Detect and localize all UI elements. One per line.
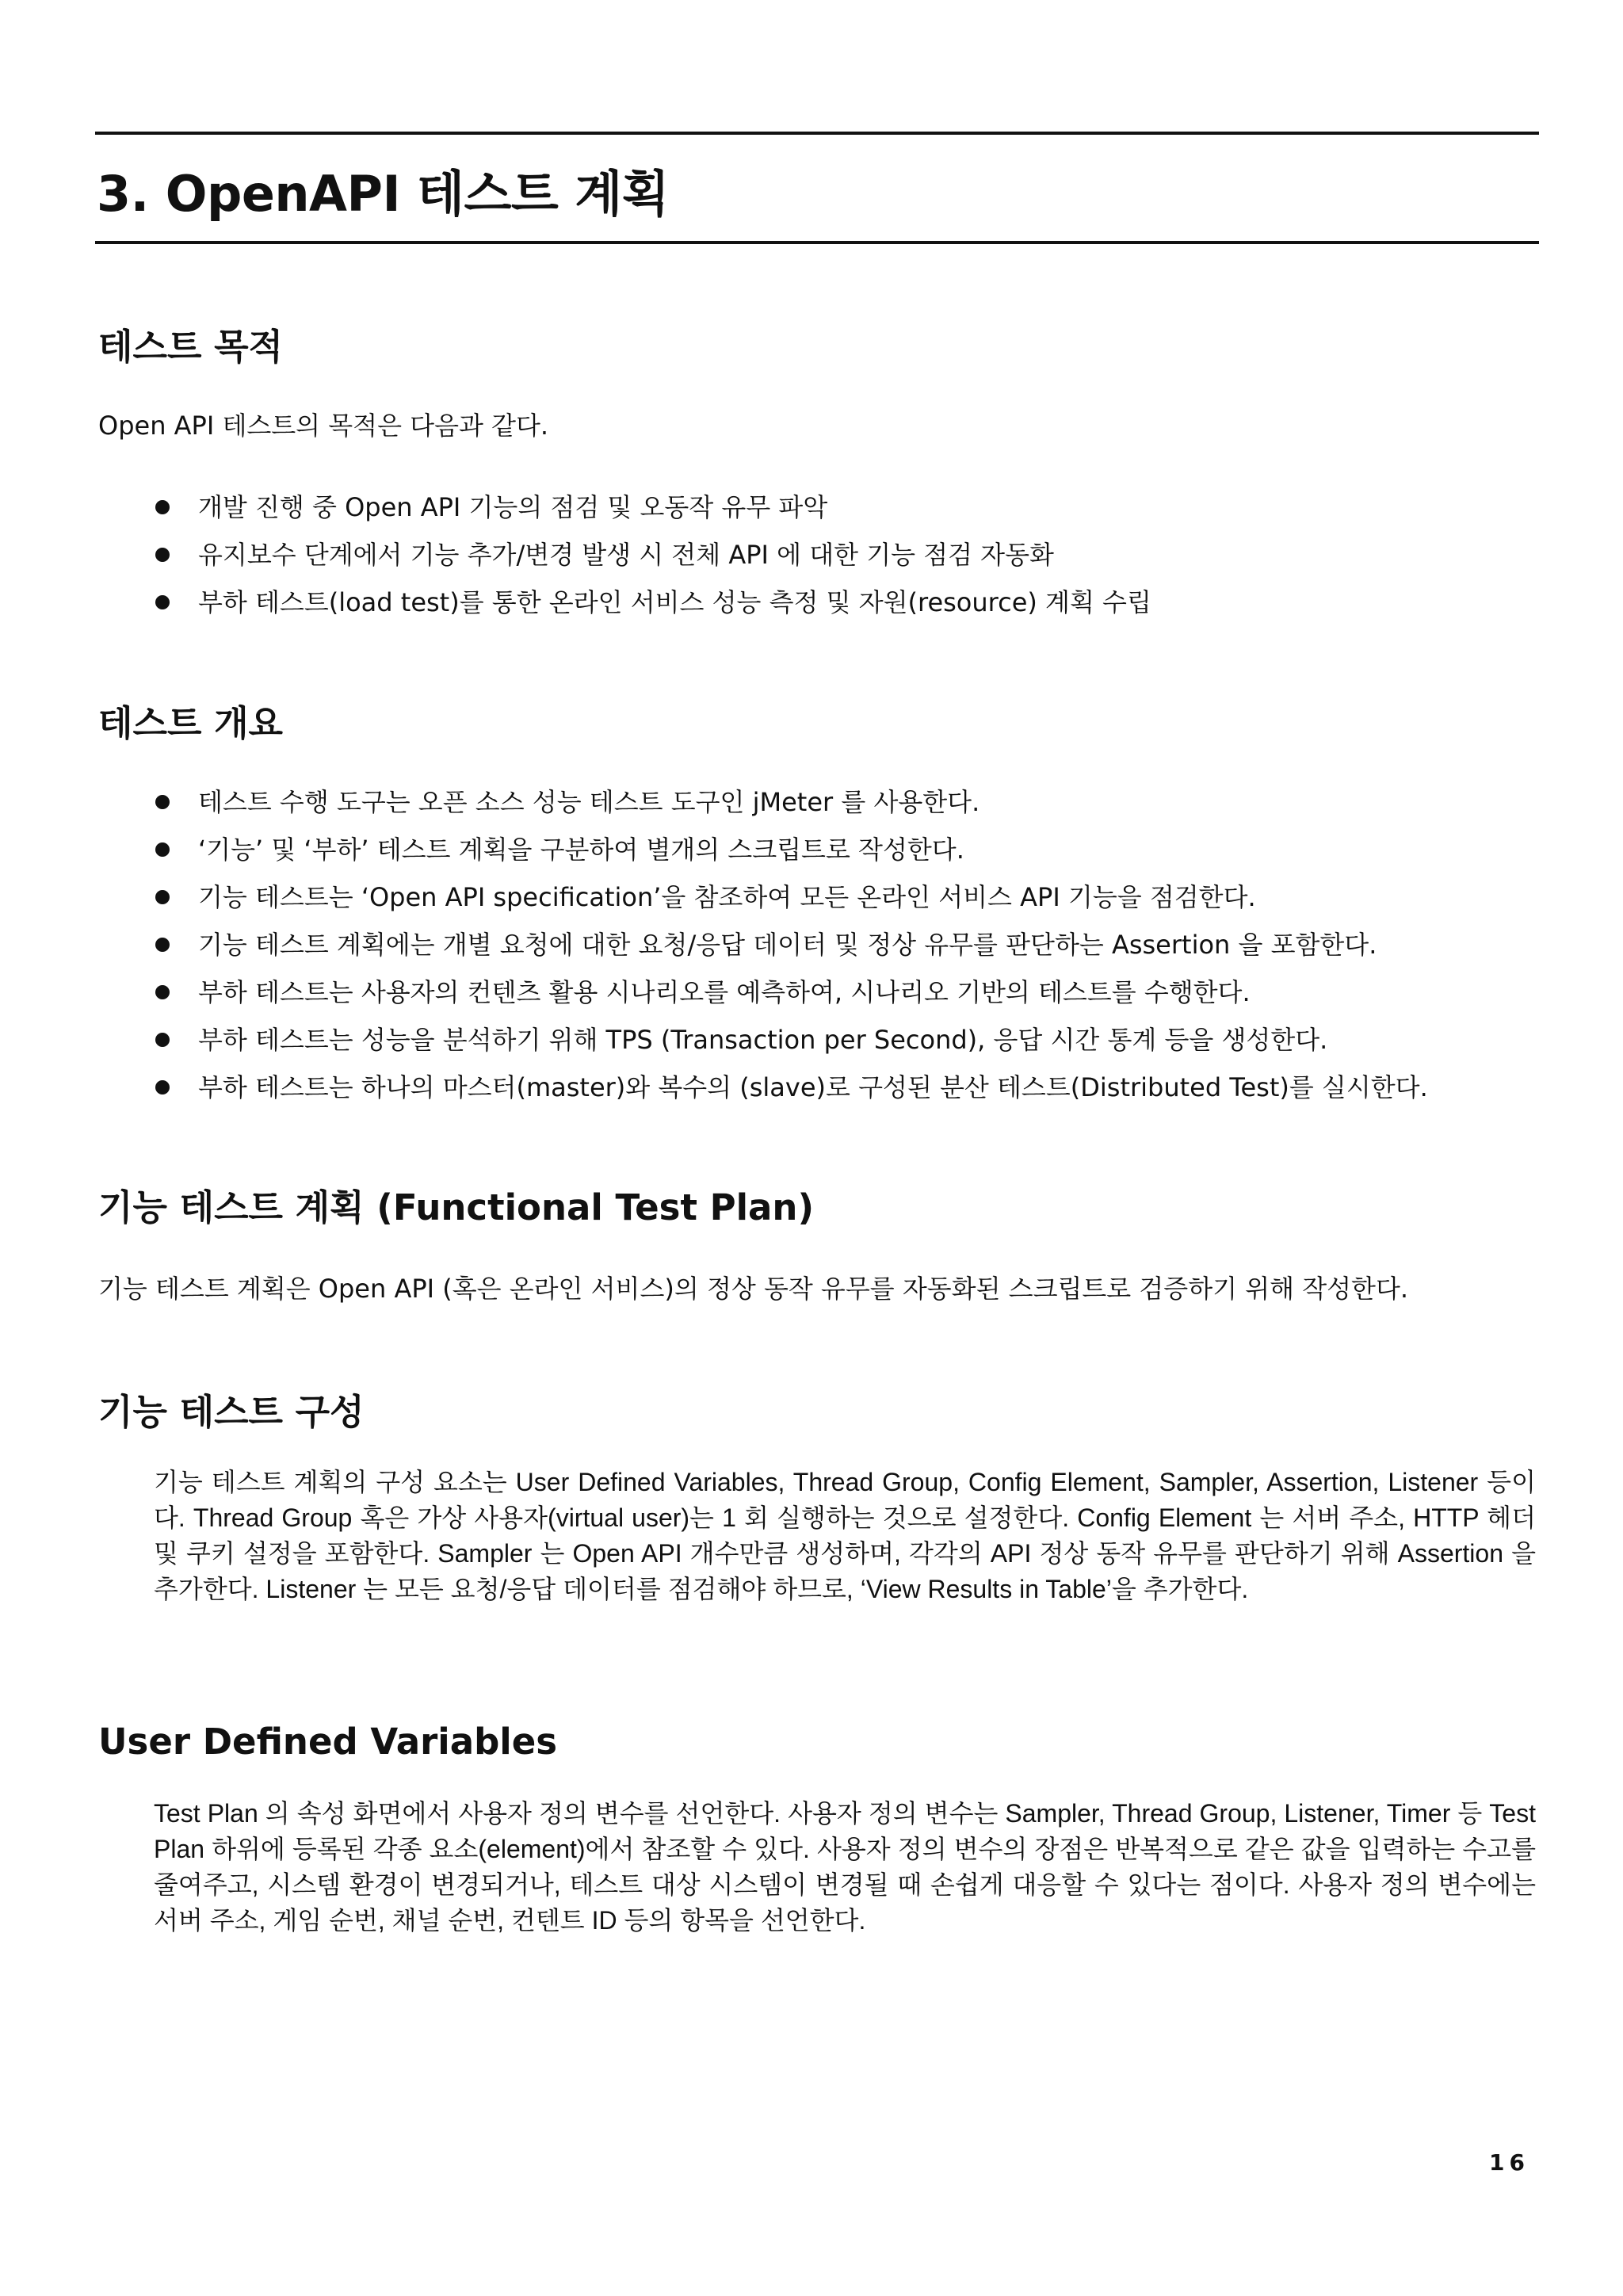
section-heading-user-defined-variables: User Defined Variables	[98, 1721, 558, 1763]
list-item: ‘기능’ 및 ‘부하’ 테스트 계획을 구분하여 별개의 스크립트로 작성한다.	[155, 832, 1428, 867]
list-item: 부하 테스트는 사용자의 컨텐츠 활용 시나리오를 예측하여, 시나리오 기반의 테스트를 수행한다.	[155, 975, 1428, 1010]
list-item: 부하 테스트는 성능을 분석하기 위해 TPS (Transaction per Second), 응답 시간 통계 등을 생성한다.	[155, 1022, 1428, 1057]
purpose-intro: Open API 테스트의 목적은 다음과 같다.	[98, 411, 549, 441]
section-heading-purpose: 테스트 목적	[98, 326, 284, 368]
top-rule	[95, 132, 1539, 135]
page-number: 16	[1489, 2149, 1529, 2176]
section-heading-functional-config: 기능 테스트 구성	[98, 1391, 365, 1433]
section-heading-functional-plan: 기능 테스트 계획 (Functional Test Plan)	[98, 1186, 815, 1228]
title-underline	[95, 241, 1539, 244]
list-item: 유지보수 단계에서 기능 추가/변경 발생 시 전체 API 에 대한 기능 점검 자동화	[155, 537, 1151, 572]
purpose-bullet-list	[155, 490, 1151, 620]
functional-config-paragraph: 기능 테스트 계획의 구성 요소는 User Defined Variables, Thread Group, Config Element, Sampler, Assertion, Listener 등이다. Thread Group 혹은 가상 사용자(virtual user)는 1 회 실행하는 것으로 설정한다. Config Element 는 서버 주소, HTTP 헤더 및 쿠키 설정을 포함한다. Sampler 는 Open API 개수만큼 생성하며, 각각의 API 정상 동작 유무를 판단하기 위해 Assertion 을 추가한다. Listener 는 모든 요청/응답 데이터를 점검해야 하므로, ‘View Results in Table’을 추가한다.	[154, 1468, 1536, 1603]
list-item: 기능 테스트는 ‘Open API specification’을 참조하여 모든 온라인 서비스 API 기능을 점검한다.	[155, 880, 1428, 915]
chapter-title: 3. OpenAPI 테스트 계획	[97, 165, 670, 223]
list-item: 개발 진행 중 Open API 기능의 점검 및 오동작 유무 파악	[155, 490, 1151, 525]
user-defined-variables-paragraph: Test Plan 의 속성 화면에서 사용자 정의 변수를 선언한다. 사용자 정의 변수는 Sampler, Thread Group, Listener, Timer 등 Test Plan 하위에 등록된 각종 요소(element)에서 참조할 수 있다. 사용자 정의 변수의 장점은 반복적으로 같은 값을 입력하는 수고를 줄여주고, 시스템 환경이 변경되거나, 테스트 대상 시스템이 변경될 때 손쉽게 대응할 수 있다는 점이다. 사용자 정의 변수에는 서버 주소, 게임 순번, 채널 순번, 컨텐트 ID 등의 항목을 선언한다.	[154, 1799, 1536, 1935]
list-item: 테스트 수행 도구는 오픈 소스 성능 테스트 도구인 jMeter 를 사용한다.	[155, 785, 1428, 819]
functional-plan-text: 기능 테스트 계획은 Open API (혹은 온라인 서비스)의 정상 동작 유무를 자동화된 스크립트로 검증하기 위해 작성한다.	[98, 1274, 1409, 1304]
list-item: 부하 테스트(load test)를 통한 온라인 서비스 성능 측정 및 자원(resource) 계획 수립	[155, 585, 1151, 620]
section-heading-overview: 테스트 개요	[98, 702, 284, 744]
overview-bullet-list	[155, 785, 1428, 1105]
list-item: 기능 테스트 계획에는 개별 요청에 대한 요청/응답 데이터 및 정상 유무를 판단하는 Assertion 을 포함한다.	[155, 927, 1428, 962]
list-item: 부하 테스트는 하나의 마스터(master)와 복수의 (slave)로 구성된 분산 테스트(Distributed Test)를 실시한다.	[155, 1070, 1428, 1105]
